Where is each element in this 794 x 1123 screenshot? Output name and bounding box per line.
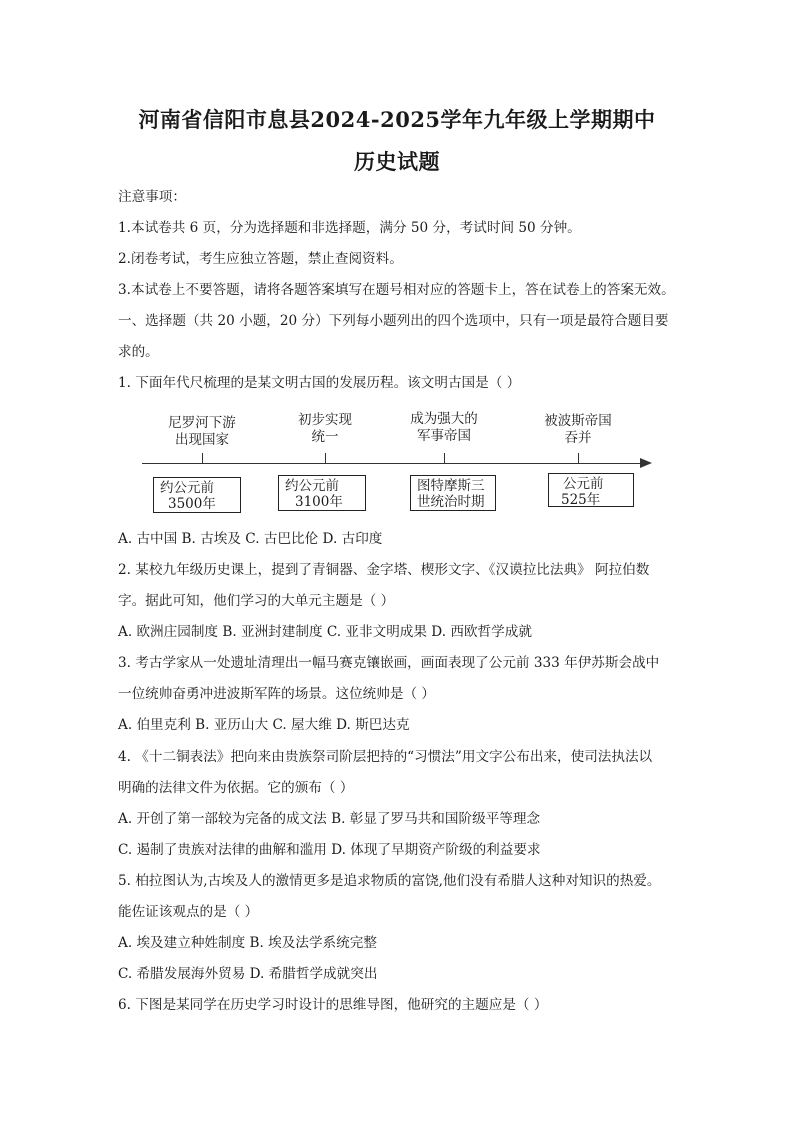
timeline-event-3-line-2: 军事帝国 [417,428,471,444]
question-5-stem-line-1: 5. 柏拉图认为,古埃及人的激情更多是追求物质的富饶,他们没有希腊人这种对知识的热爱。 [118,873,661,889]
timeline-time-box-3 [410,475,496,511]
question-6-stem: 6. 下图是某同学在历史学习时设计的思维导图，他研究的主题应是（ ） [118,997,548,1013]
timeline-time-box-4 [548,473,634,507]
timeline-tick [202,453,203,463]
timeline-event-4 [544,413,612,447]
timeline-time-1-line-2: 3500年 [168,496,216,512]
notice-heading: 注意事项： [118,189,186,205]
exam-title: 河南省信阳市息县2024-2025学年九年级上学期期中 [138,107,656,132]
section-intro-line-1: 一、选择题（共 20 小题，20 分）下列每小题列出的四个选项中，只有一项是最符合题目要 [118,313,669,329]
timeline-time-3-line-2: 世统治时期 [417,494,485,510]
question-4-options-line-2: C. 遏制了贵族对法律的曲解和滥用 D. 体现了早期资产阶级的利益要求 [118,842,541,858]
timeline-tick [444,453,445,463]
timeline-event-4-line-2: 吞并 [564,430,592,446]
timeline-time-4-line-2: 525年 [561,492,601,508]
question-1-options: A. 古中国 B. 古埃及 C. 古巴比伦 D. 古印度 [118,531,383,547]
timeline-event-1-line-1: 尼罗河下游 [168,415,236,431]
timeline-event-4-line-1: 被波斯帝国 [544,413,612,429]
question-3-options: A. 伯里克利 B. 亚历山大 C. 屋大维 D. 斯巴达克 [118,717,410,733]
question-4-stem-line-2: 明确的法律文件为依据。它的颁布（ ） [118,780,354,796]
question-5-options-line-2: C. 希腊发展海外贸易 D. 希腊哲学成就突出 [118,966,378,982]
timeline-time-box-2 [278,475,366,511]
timeline-time-2-line-2: 3100年 [295,494,343,510]
q1-timeline [140,405,660,515]
timeline-event-3 [410,411,478,445]
question-4-stem-line-1: 4. 《十二铜表法》把向来由贵族祭司阶层把持的“习惯法”用文字公布出来，使司法执法以 [118,749,653,765]
question-5-options-line-1: A. 埃及建立种姓制度 B. 埃及法学系统完整 [118,935,377,951]
timeline-event-1 [168,415,236,449]
timeline-tick [325,453,326,463]
exam-subject-title: 历史试题 [354,149,440,174]
timeline-event-2 [298,412,352,446]
timeline-time-1-line-1: 约公元前 [160,480,214,496]
section-intro-line-2: 求的。 [118,344,159,360]
timeline-time-2-line-1: 约公元前 [285,478,339,494]
question-2-options: A. 欧洲庄园制度 B. 亚洲封建制度 C. 亚非文明成果 D. 西欧哲学成就 [118,624,532,640]
notice-item-3: 3.本试卷上不要答题，请将各题答案填写在题号相对应的答题卡上，答在试卷上的答案无效。 [118,282,675,298]
timeline-time-4-line-1: 公元前 [563,476,604,492]
timeline-time-3-line-1: 图特摩斯三 [417,478,485,494]
notice-item-2: 2.闭卷考试，考生应独立答题，禁止查阅资料。 [118,251,403,267]
timeline-tick [578,453,579,463]
question-2-stem-line-2: 字。据此可知，他们学习的大单元主题是（ ） [118,593,395,609]
timeline-event-2-line-1: 初步实现 [298,412,352,428]
timeline-event-3-line-1: 成为强大的 [410,411,478,427]
timeline-axis [142,463,642,464]
question-5-stem-line-2: 能佐证该观点的是（ ） [118,904,259,920]
question-3-stem-line-2: 一位统帅奋勇冲进波斯军阵的场景。这位统帅是（ ） [118,686,435,702]
notice-item-1: 1.本试卷共 6 页，分为选择题和非选择题，满分 50 分，考试时间 50 分钟。 [118,220,581,236]
question-1-stem: 1. 下面年代尺梳理的是某文明古国的发展历程。该文明古国是（ ） [118,375,521,391]
question-2-stem-line-1: 2. 某校九年级历史课上，提到了青铜器、金字塔、楔形文字、《汉谟拉比法典》 阿拉伯数 [118,562,650,578]
timeline-event-2-line-2: 统一 [311,429,339,445]
timeline-arrow-icon [640,458,652,468]
question-4-options-line-1: A. 开创了第一部较为完备的成文法 B. 彰显了罗马共和国阶级平等理念 [118,811,541,827]
timeline-time-box-1 [153,477,241,513]
timeline-event-1-line-2: 出现国家 [175,432,229,448]
question-3-stem-line-1: 3. 考古学家从一处遗址清理出一幅马赛克镶嵌画，画面表现了公元前 333 年伊苏斯会战中 [118,655,660,671]
